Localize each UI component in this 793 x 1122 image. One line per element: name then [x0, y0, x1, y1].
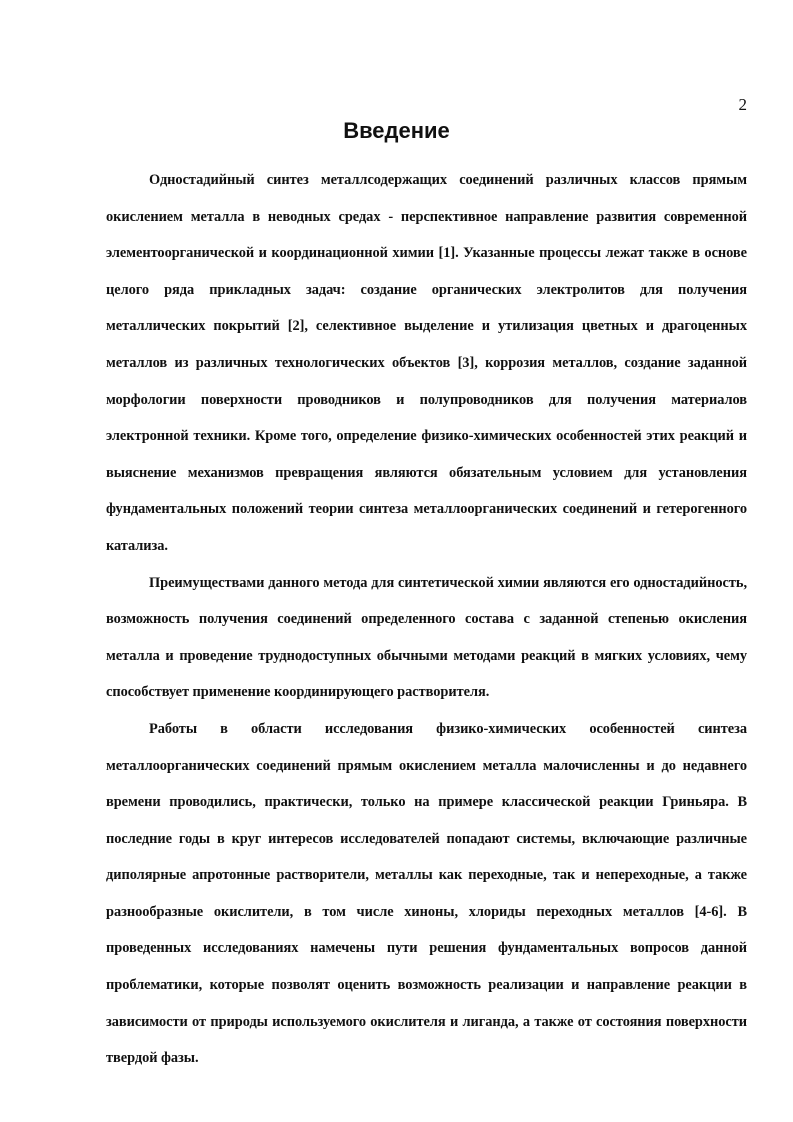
- body-text: [106, 162, 747, 1077]
- page-number: 2: [738, 95, 747, 114]
- paragraph-3: Работы в области исследования физико-химических особенностей синтеза металлоорганических соединений прямым окислением металла малочисленны и до недавнего времени проводились, практически, только на примере классической реакции Гриньяра. В последние годы в круг интересов исследователей попадают системы, включающие различные диполярные апротонные растворители, металлы как переходные, так и непереходные, а также разнообразные окислители, в том числе хиноны, хлориды переходных металлов [4-6]. В проведенных исследованиях намечены пути решения фундаментальных вопросов данной проблематики, которые позволят оценить возможность реализации и направление реакции в зависимости от природы используемого окислителя и лиганда, а также от состояния поверхности твердой фазы.: [106, 720, 747, 1067]
- page-title: Введение: [343, 118, 450, 143]
- paragraph-2: Преимуществами данного метода для синтетической химии являются его одностадийность, возможность получения соединений определенного состава с заданной степенью окисления металла и проведение труднодоступных обычными методами реакций в мягких условиях, чему способствует применение координирующего растворителя.: [106, 574, 747, 701]
- paragraph-1: Одностадийный синтез металлсодержащих соединений различных классов прямым окислением металла в неводных средах - перспективное направление развития современной элементоорганической и координационной химии [1]. Указанные процессы лежат также в основе целого ряда прикладных задач: создание органических электролитов для получения металлических покрытий [2], селективное выделение и утилизация цветных и драгоценных металлов из различных технологических объектов [3], коррозия металлов, создание заданной морфологии поверхности проводников и полупроводников для получения материалов электронной техники. Кроме того, определение физико-химических особенностей этих реакций и выяснение механизмов превращения являются обязательным условием для установления фундаментальных положений теории синтеза металлоорганических соединений и гетерогенного катализа.: [106, 172, 747, 554]
